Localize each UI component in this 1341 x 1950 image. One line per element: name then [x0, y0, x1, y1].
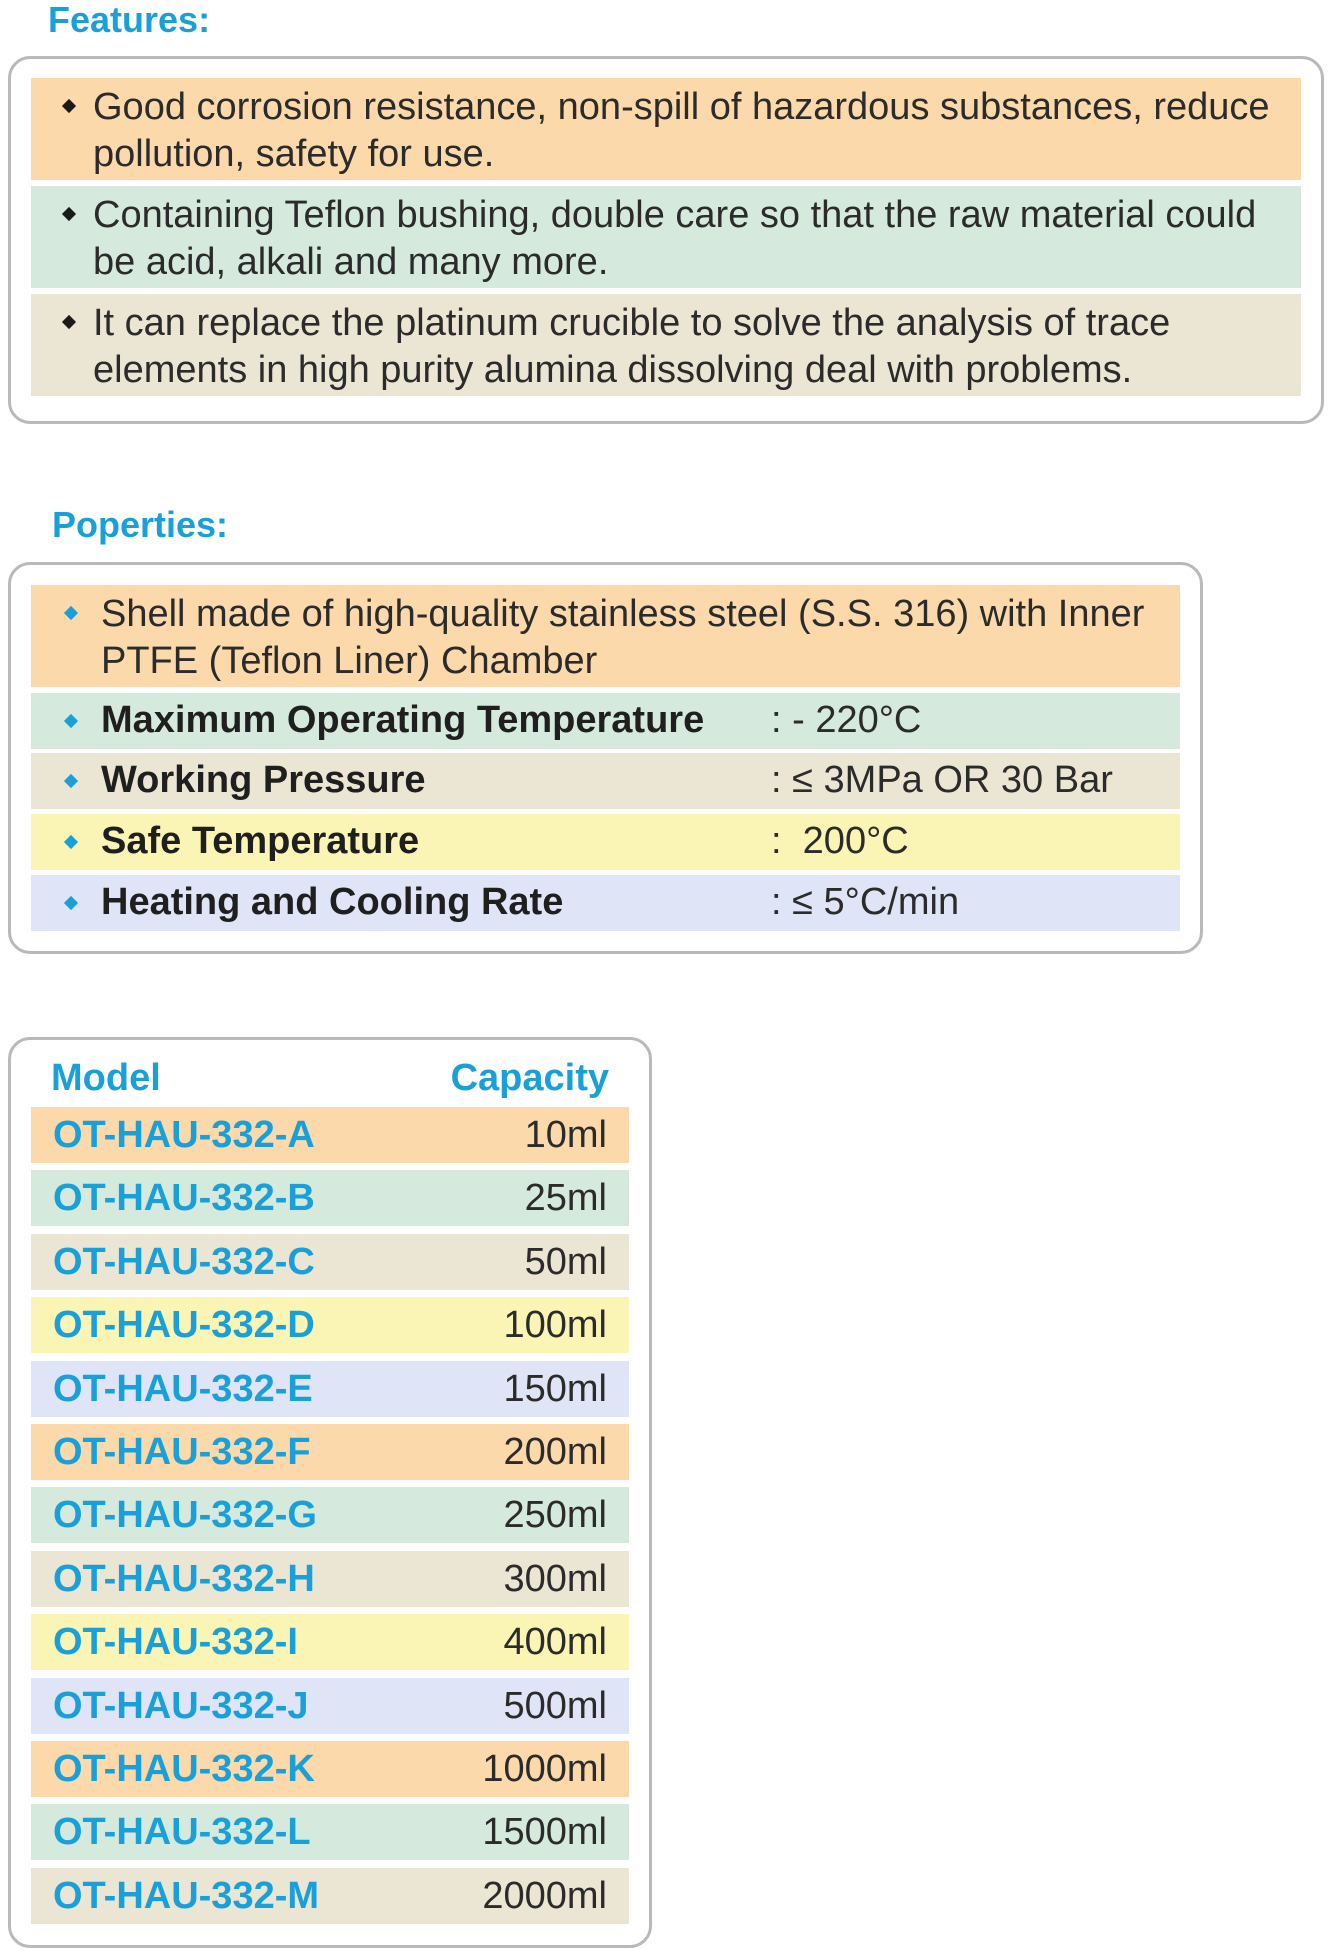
- property-row: [31, 875, 1180, 931]
- capacity-cell: 500ml: [503, 1684, 607, 1727]
- model-cell: OT-HAU-332-K: [53, 1748, 315, 1790]
- model-table: [8, 1037, 652, 1948]
- model-cell: OT-HAU-332-F: [53, 1431, 311, 1473]
- capacity-cell: 25ml: [524, 1177, 607, 1220]
- property-value: : - 220°C: [771, 699, 922, 741]
- capacity-cell: 1000ml: [482, 1748, 607, 1790]
- capacity-cell: 200ml: [503, 1431, 607, 1473]
- property-row: [31, 693, 1180, 749]
- model-cell: OT-HAU-332-H: [53, 1557, 315, 1600]
- properties-heading: Poperties:: [52, 504, 229, 545]
- model-cell: OT-HAU-332-G: [53, 1494, 317, 1537]
- model-cell: OT-HAU-332-D: [53, 1304, 315, 1347]
- table-row: [31, 1424, 629, 1480]
- table-row: [31, 1551, 629, 1607]
- property-value: : 200°C: [771, 820, 909, 862]
- feature-text: Containing Teflon bushing, double care so that the raw material could be acid, alkali and many more.: [93, 194, 1257, 283]
- capacity-cell: 100ml: [503, 1304, 607, 1347]
- table-row: [31, 1361, 629, 1417]
- model-cell: OT-HAU-332-L: [53, 1811, 311, 1854]
- property-value: : ≤ 3MPa OR 30 Bar: [771, 759, 1113, 801]
- capacity-cell: 250ml: [503, 1494, 607, 1537]
- property-intro: [31, 585, 1180, 687]
- table-row: [31, 1868, 629, 1924]
- property-row: [31, 814, 1180, 870]
- feature-text: It can replace the platinum crucible to solve the analysis of trace elements in high purity alumina dissolving deal with problems.: [93, 302, 1171, 391]
- column-header-capacity: Capacity: [450, 1057, 609, 1099]
- capacity-cell: 150ml: [503, 1367, 607, 1410]
- properties-box: [8, 562, 1203, 954]
- capacity-cell: 10ml: [524, 1114, 607, 1156]
- table-row: [31, 1107, 629, 1163]
- diamond-bullet-icon: [64, 835, 78, 849]
- model-cell: OT-HAU-332-J: [53, 1684, 309, 1727]
- diamond-bullet-icon: [64, 896, 78, 910]
- property-label: Safe Temperature: [101, 820, 420, 862]
- table-row: [31, 1678, 629, 1734]
- model-cell: OT-HAU-332-C: [53, 1240, 315, 1283]
- features-heading: Features:: [48, 0, 211, 40]
- diamond-bullet-icon: [62, 207, 76, 221]
- capacity-cell: 300ml: [503, 1557, 607, 1600]
- diamond-bullet-icon: [64, 774, 78, 788]
- property-label: Working Pressure: [101, 759, 426, 801]
- table-row: [31, 1234, 629, 1290]
- table-row: [31, 1297, 629, 1353]
- property-label: Heating and Cooling Rate: [101, 881, 564, 923]
- feature-item: [31, 186, 1301, 288]
- capacity-cell: 50ml: [524, 1240, 607, 1283]
- diamond-bullet-icon: [62, 99, 76, 113]
- table-row: [31, 1170, 629, 1226]
- property-row: [31, 753, 1180, 809]
- model-cell: OT-HAU-332-E: [53, 1367, 313, 1410]
- feature-text: Good corrosion resistance, non-spill of hazardous substances, reduce pollution, safety for use.: [93, 86, 1270, 175]
- feature-item: [31, 294, 1301, 396]
- model-cell: OT-HAU-332-A: [53, 1114, 315, 1156]
- model-cell: OT-HAU-332-M: [53, 1874, 320, 1917]
- table-row: [31, 1741, 629, 1797]
- diamond-bullet-icon: [64, 714, 78, 728]
- diamond-bullet-icon: [62, 315, 76, 329]
- feature-item: [31, 78, 1301, 180]
- table-row: [31, 1804, 629, 1860]
- property-label: Maximum Operating Temperature: [101, 699, 705, 741]
- features-box: [8, 56, 1324, 424]
- capacity-cell: 2000ml: [482, 1874, 607, 1917]
- capacity-cell: 400ml: [503, 1621, 607, 1664]
- property-value: : ≤ 5°C/min: [771, 881, 960, 923]
- table-row: [31, 1487, 629, 1543]
- table-row: [31, 1614, 629, 1670]
- diamond-bullet-icon: [64, 606, 78, 620]
- column-header-model: Model: [51, 1057, 161, 1099]
- model-cell: OT-HAU-332-B: [53, 1177, 315, 1220]
- capacity-cell: 1500ml: [482, 1811, 607, 1854]
- property-intro-text: Shell made of high-quality stainless steel (S.S. 316) with Inner PTFE (Teflon Liner) Chamber: [101, 593, 1145, 682]
- model-cell: OT-HAU-332-I: [53, 1621, 298, 1664]
